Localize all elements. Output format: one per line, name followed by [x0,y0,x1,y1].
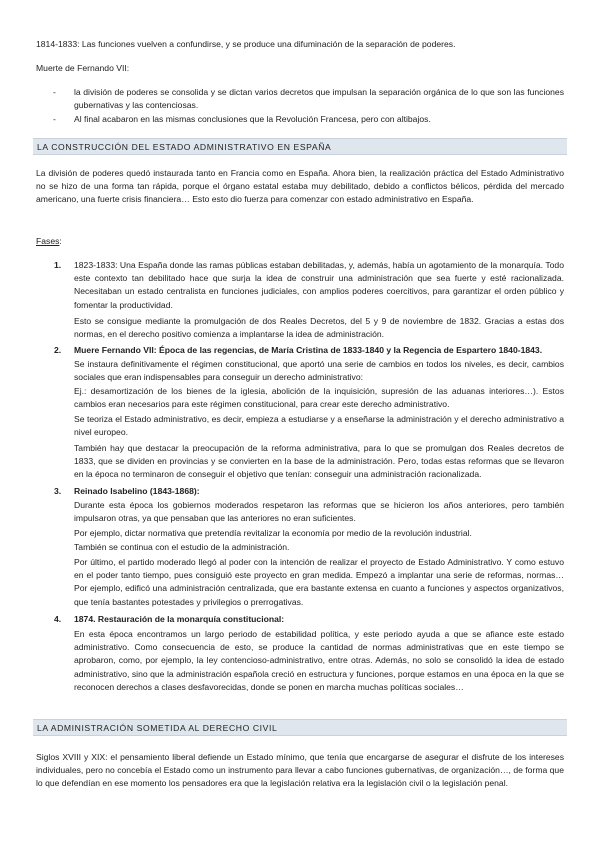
item-text: Se instaura definitivamente el régimen constitucional, que aportó una serie de cambios en todos los niveles, es decir, cambios sociales que eran indispensables para conseguir un derecho administrativo: [74,359,564,383]
item-number: 4. [54,614,62,624]
item-number: 2. [54,345,62,355]
item-text: Durante esta época los gobiernos moderados respetaron las reformas que se hicieron los años anteriores, pero también impulsaron otras, ya que pensaban que las anteriores no eran suficientes. [74,500,564,524]
section-paragraph: Siglos XVIII y XIX: el pensamiento liberal defiende un Estado mínimo, que tenía que encargarse de asegurar el disfrute de los intereses individuales, pero no concebía el Estado como un instrumento para llevar a cabo funciones gubernativas, de organización…, de forma que lo que defendían en ese momento los pensadores era que la legislación relativa era la legislación civil o la legislación penal. [36,752,564,789]
section-header [33,138,567,155]
intro-heading: Muerte de Fernando VII: [36,63,130,73]
intro-bullet: la división de poderes se consolida y se dictan varios decretos que impulsan la separación orgánica de lo que son las funciones gubernativas y las contenciosas. [74,87,564,111]
section-paragraph: La división de poderes quedó instaurada tanto en Francia como en España. Ahora bien, la realización práctica del Estado Administrativo no se hizo de una forma tan rápida, porque el órgano estatal estaba muy debilitado, debido a conflictos bélicos, pérdida del mercado americano, una fuerte crisis financiera… Esto esto dio fuerza para comenzar con estado administrativo en España. [36,168,564,205]
intro-bullet: Al final acabaron en las mismas conclusiones que la Revolución Francesa, pero con altibajos. [74,114,431,124]
item-text: 1823-1833: Una España donde las ramas públicas estaban debilitadas, y, además, había un agotamiento de la monarquía. Todo este contexto tan debilitado hace que surja la idea de construir una administración que sea fuerte y esté racionalizada. Necesitaban un estado centralista en funciones judiciales, con amplios poderes coercitivos, para garantizar el orden público y fomentar la productividad. [74,260,564,310]
bullet-dash: - [53,87,56,97]
item-heading: Reinado Isabelino (1843-1868): [74,486,200,496]
item-text: Por último, el partido moderado llegó al poder con la intención de realizar el proyecto de Estado Administrativo. Y como estuvo en el poder tanto tiempo, pues consiguió este proyecto en gran medida. Empezó a implantar una serie de reformas, normas… Por ejemplo, edificó una administración centralizada, que era bastante extensa en cuanto a funciones y aspectos organizativos, que tenía bastantes potestades y privilegios o prerrogativas. [74,557,564,607]
item-text: En esta época encontramos un largo periodo de estabilidad política, y este periodo ayuda a que se afiance este estado administrativo. Como consecuencia de esto, se produce la cantidad de normas administrativas que en este tiempo se aprobaron, como, por ejemplo, la ley contencioso-administrativo, entre otras. Además, no solo se consolidó la idea de estado administrativo, sino que la administración española creció en estructura y funciones, porque estamos en una época en la que se reconocen derechos a clases desfavorecidas, donde se ponen en marcha muchas políticas sociales… [74,629,564,692]
bullet-dash: - [53,114,56,124]
item-heading: 1874. Restauración de la monarquía constitucional: [74,614,285,624]
item-heading: Muere Fernando VII: Época de las regencias, de María Cristina de 1833-1840 y la Regencia de Espartero 1840-1843. [74,345,543,355]
item-text: También hay que destacar la preocupación de la reforma administrativa, para lo que se promulgan dos Reales decretos de 1833, que se dividen en provincias y se convierten en la base de la administración. Pero, todas estas reformas que se llevaron en la época no terminaron de conseguir el objetivo que tenían: conseguir una administración racionalizada. [74,443,564,480]
fases-label: Fases: [36,236,62,246]
section-title: LA CONSTRUCCIÓN DEL ESTADO ADMINISTRATIVO EN ESPAÑA [37,142,332,152]
item-text: Por ejemplo, dictar normativa que pretendía revitalizar la economía por medio de la revolución industrial. [74,528,472,538]
intro-line: 1814-1833: Las funciones vuelven a confundirse, y se produce una difuminación de la separación de poderes. [36,39,456,49]
item-text: Esto se consigue mediante la promulgación de dos Reales Decretos, del 5 y 9 de noviembre de 1832. Gracias a estas dos normas, en el derecho positivo comienza a implantarse la idea de administración. [74,316,564,340]
section-title: LA ADMINISTRACIÓN SOMETIDA AL DERECHO CIVIL [37,723,278,733]
item-text: Se teoriza el Estado administrativo, es decir, empieza a estudiarse y a enseñarse la administración y el derecho administrativo a nivel europeo. [74,414,564,438]
item-text: También se continua con el estudio de la administración. [74,542,290,552]
item-number: 3. [54,486,62,496]
item-text: Ej.: desamortización de los bienes de la iglesia, abolición de la inquisición, supresión de las aduanas interiores…). Estos cambios eran necesarios para este régimen constitucional, para crear este derecho administrativo. [74,386,564,410]
section-header [33,719,567,736]
item-number: 1. [54,260,62,270]
